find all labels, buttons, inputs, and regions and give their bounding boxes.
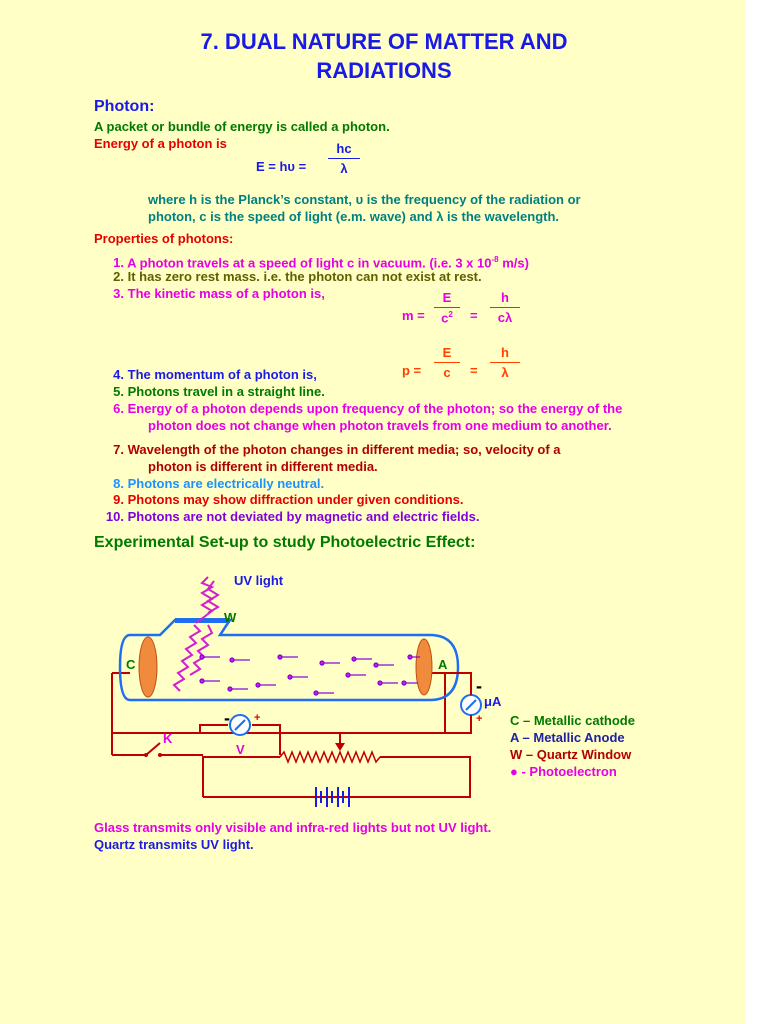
- property-text: Photons are electrically neutral.: [127, 476, 325, 491]
- property-number: 3.: [113, 286, 124, 301]
- exponent: -8: [491, 255, 499, 264]
- photon-heading: Photon:: [94, 98, 155, 115]
- property-text: The kinetic mass of a photon is,: [127, 286, 325, 301]
- where-line1: where h is the Planck’s constant, υ is the frequency of the radiation or: [148, 192, 581, 207]
- property-number: 1.: [113, 255, 124, 271]
- property-4: [100, 366, 317, 383]
- property-number: 4.: [113, 367, 124, 382]
- page-title-line2: RADIATIONS: [316, 58, 452, 83]
- page-title-line1: 7. DUAL NATURE OF MATTER AND: [200, 29, 568, 54]
- where-line2: photon, c is the speed of light (e.m. wave) and λ is the wavelength.: [148, 209, 560, 224]
- photon-definition: A packet or bundle of energy is called a photon.: [94, 119, 390, 134]
- property-2: [100, 268, 482, 285]
- property-10: [100, 508, 479, 525]
- mass-numerator-2: h: [501, 290, 509, 305]
- mass-denominator-2: cλ: [497, 310, 513, 325]
- mass-fraction-2: [490, 290, 520, 325]
- property-text: Energy of a photon depends upon frequency of the photon; so the energy of the: [127, 401, 623, 416]
- quartz-note: Quartz transmits UV light.: [94, 837, 254, 852]
- fraction-bar: [434, 362, 460, 363]
- photoelectrons: [200, 655, 420, 695]
- property-5: [100, 383, 325, 400]
- energy-numerator: hc: [336, 141, 352, 156]
- key-contact: [158, 753, 162, 757]
- property-text: Photons may show diffraction under given conditions.: [127, 492, 464, 507]
- voltmeter-minus: -: [224, 708, 230, 728]
- slider-arrow: [335, 743, 345, 751]
- property-3: [100, 285, 325, 302]
- property-number: 2.: [113, 269, 124, 284]
- property-number: 6.: [113, 401, 124, 416]
- momentum-denominator-2: λ: [501, 365, 509, 380]
- legend-photoelectron: ● - Photoelectron: [510, 764, 617, 779]
- energy-denominator: λ: [340, 161, 348, 176]
- fraction-bar: [490, 362, 520, 363]
- property-number: 8.: [113, 476, 124, 491]
- window-label: W: [224, 610, 237, 625]
- momentum-formula-lhs: p =: [402, 363, 422, 378]
- property-text: A photon travels at a speed of light c in vacuum. (i.e. 3 x 10: [127, 255, 492, 271]
- voltmeter-label: V: [236, 742, 245, 757]
- fraction-bar: [490, 307, 520, 308]
- key-lever: [146, 743, 160, 755]
- properties-heading: Properties of photons:: [94, 231, 234, 246]
- property-text-after: m/s): [498, 255, 529, 271]
- energy-label: Energy of a photon is: [94, 136, 227, 151]
- anode: [416, 639, 432, 695]
- property-text: Photons are not deviated by magnetic and electric fields.: [127, 509, 480, 524]
- legend-anode: A – Metallic Anode: [510, 730, 625, 745]
- uv-light-label: UV light: [234, 573, 284, 588]
- uv-wave: [190, 625, 212, 675]
- glass-tube: [120, 620, 458, 700]
- legend-cathode: C – Metallic cathode: [510, 713, 635, 728]
- page-edge: [746, 0, 768, 1024]
- ammeter-plus: +: [476, 713, 483, 725]
- property-number: 9.: [113, 492, 124, 507]
- property-7-line2: photon is different in different media.: [148, 459, 378, 474]
- anode-label: A: [438, 657, 448, 672]
- property-text: It has zero rest mass. i.e. the photon can not exist at rest.: [127, 269, 482, 284]
- momentum-numerator-2: h: [501, 345, 509, 360]
- fraction-bar: [328, 158, 360, 159]
- glass-note: Glass transmits only visible and infra-red lights but not UV light.: [94, 820, 492, 835]
- property-number: 5.: [113, 384, 124, 399]
- fraction-bar: [434, 307, 460, 308]
- momentum-formula-eq: =: [470, 363, 478, 378]
- energy-formula-lhs: E = hυ =: [256, 159, 307, 174]
- voltmeter-plus: +: [254, 712, 261, 724]
- property-7: [100, 441, 561, 458]
- photoelectric-diagram: [90, 565, 510, 815]
- property-text: Wavelength of the photon changes in different media; so, velocity of a: [127, 442, 561, 457]
- mass-numerator-1: E: [442, 290, 452, 305]
- property-text: Photons travel in a straight line.: [127, 384, 325, 399]
- ammeter-minus: -: [476, 676, 482, 696]
- mass-formula-lhs: m =: [402, 308, 425, 323]
- property-6-line2: photon does not change when photon travels from one medium to another.: [148, 418, 612, 433]
- mass-fraction-1: [434, 290, 460, 325]
- microammeter-label: μA: [484, 694, 502, 709]
- momentum-fraction-2: [490, 345, 520, 380]
- property-8: [100, 475, 324, 492]
- rheostat: [280, 752, 380, 762]
- mass-formula-eq: =: [470, 308, 478, 323]
- setup-heading: Experimental Set-up to study Photoelectric Effect:: [94, 534, 476, 551]
- property-number: 10.: [105, 509, 124, 524]
- mass-denominator-1: [434, 310, 460, 325]
- property-number: 7.: [113, 442, 124, 457]
- uv-wave: [174, 625, 200, 691]
- den-sup: 2: [448, 310, 453, 319]
- momentum-fraction-1: [434, 345, 460, 380]
- rheostat-loop: [203, 757, 470, 797]
- property-6: [100, 400, 622, 417]
- den-text: c: [441, 310, 449, 326]
- cathode: [139, 637, 157, 697]
- property-text: The momentum of a photon is,: [127, 367, 317, 382]
- property-9: [100, 491, 463, 508]
- momentum-numerator-1: E: [442, 345, 452, 360]
- key-label: K: [163, 731, 173, 746]
- momentum-denominator-1: c: [443, 365, 451, 380]
- energy-fraction: [328, 141, 360, 176]
- cathode-label: C: [126, 657, 136, 672]
- legend-window: W – Quartz Window: [510, 747, 632, 762]
